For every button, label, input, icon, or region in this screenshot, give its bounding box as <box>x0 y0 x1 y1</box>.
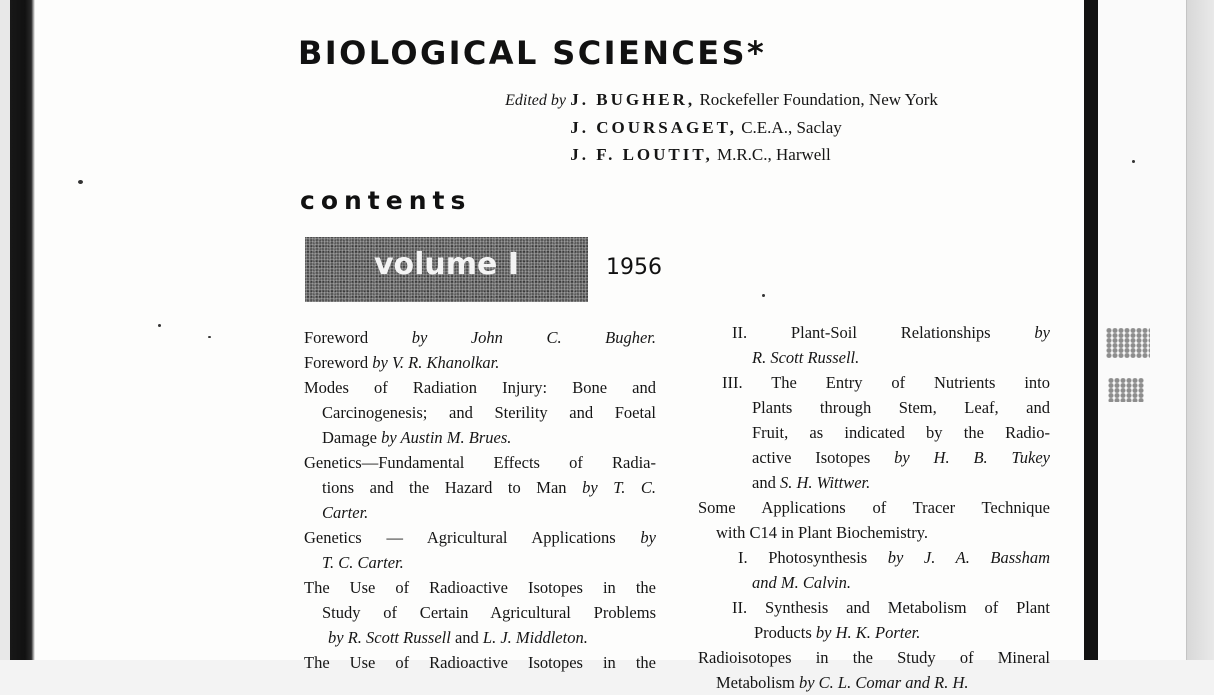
toc-line: tions and the Hazard to Man by T. C. <box>322 478 656 497</box>
editor-row <box>480 86 1050 114</box>
toc-line: Fruit, as indicated by the Radio- <box>752 423 1050 442</box>
editor-name: J. F. LOUTIT, <box>570 145 713 164</box>
toc-line: Plants through Stem, Leaf, and <box>752 398 1050 417</box>
toc-line: III. The Entry of Nutrients into <box>722 373 1050 392</box>
toc-line: Modes of Radiation Injury: Bone and <box>304 378 656 397</box>
contents-right-column <box>698 320 1050 695</box>
toc-line: II. Synthesis and Metabolism of Plant <box>732 598 1050 617</box>
toc-line: Study of Certain Agricultural Problems <box>322 603 656 622</box>
contents-left-column <box>304 325 656 675</box>
toc-line: Some Applications of Tracer Technique <box>698 498 1050 517</box>
editor-affiliation: M.R.C., Harwell <box>712 145 831 164</box>
contents-heading: contents <box>300 186 472 215</box>
toc-line: by R. Scott Russell and L. J. Middleton. <box>328 628 588 647</box>
toc-line: Carter. <box>322 503 369 522</box>
toc-line: R. Scott Russell. <box>752 348 860 367</box>
toc-line: and S. H. Wittwer. <box>752 473 871 492</box>
toc-line: T. C. Carter. <box>322 553 404 572</box>
volume-badge <box>305 237 588 302</box>
toc-line: The Use of Radioactive Isotopes in the <box>304 653 656 672</box>
toc-line: Genetics — Agricultural Applications by <box>304 528 656 547</box>
toc-line: active Isotopes by H. B. Tukey <box>752 448 1050 467</box>
toc-line: and M. Calvin. <box>752 573 851 592</box>
toc-line: I. Photosynthesis by J. A. Bassham <box>738 548 1051 567</box>
left-binding-shadow <box>10 0 35 660</box>
toc-line: Carcinogenesis; and Sterility and Foetal <box>322 403 656 422</box>
editor-name: J. COURSAGET, <box>570 118 737 137</box>
toc-line: II. Plant-Soil Relationships by <box>732 323 1050 342</box>
toc-line: Products by H. K. Porter. <box>754 623 921 642</box>
editor-name: J. BUGHER, <box>570 90 696 109</box>
viewer-scrollbar[interactable] <box>1186 0 1214 660</box>
volume-year: 1956 <box>606 255 662 280</box>
toc-line: The Use of Radioactive Isotopes in the <box>304 578 656 597</box>
scan-speck <box>78 180 83 184</box>
editor-affiliation: Rockefeller Foundation, New York <box>695 90 938 109</box>
scan-speck <box>158 324 161 327</box>
edited-by-label: Edited by <box>505 92 566 109</box>
right-page-edge <box>1084 0 1098 660</box>
scan-ink-blot <box>1106 328 1150 358</box>
toc-line: Metabolism by C. L. Comar and R. H. <box>716 673 969 692</box>
editor-row <box>480 114 1050 141</box>
toc-line: Foreword by John C. Bugher. <box>304 328 656 347</box>
editor-row <box>480 141 1050 168</box>
scan-ink-blot <box>1108 378 1144 402</box>
toc-line: Radioisotopes in the Study of Mineral <box>698 648 1050 667</box>
toc-line: Foreword by V. R. Khanolkar. <box>304 353 500 372</box>
volume-label: volume I <box>373 247 520 282</box>
toc-line: Genetics—Fundamental Effects of Radia- <box>304 453 656 472</box>
scan-speck <box>762 294 765 297</box>
page-title: BIOLOGICAL SCIENCES* <box>298 34 767 72</box>
toc-line: Damage by Austin M. Brues. <box>322 428 512 447</box>
toc-line: with C14 in Plant Biochemistry. <box>716 523 929 542</box>
editors-block <box>480 86 1050 168</box>
scan-speck <box>208 336 211 338</box>
scan-speck <box>1132 160 1135 163</box>
editor-affiliation: C.E.A., Saclay <box>736 118 842 137</box>
